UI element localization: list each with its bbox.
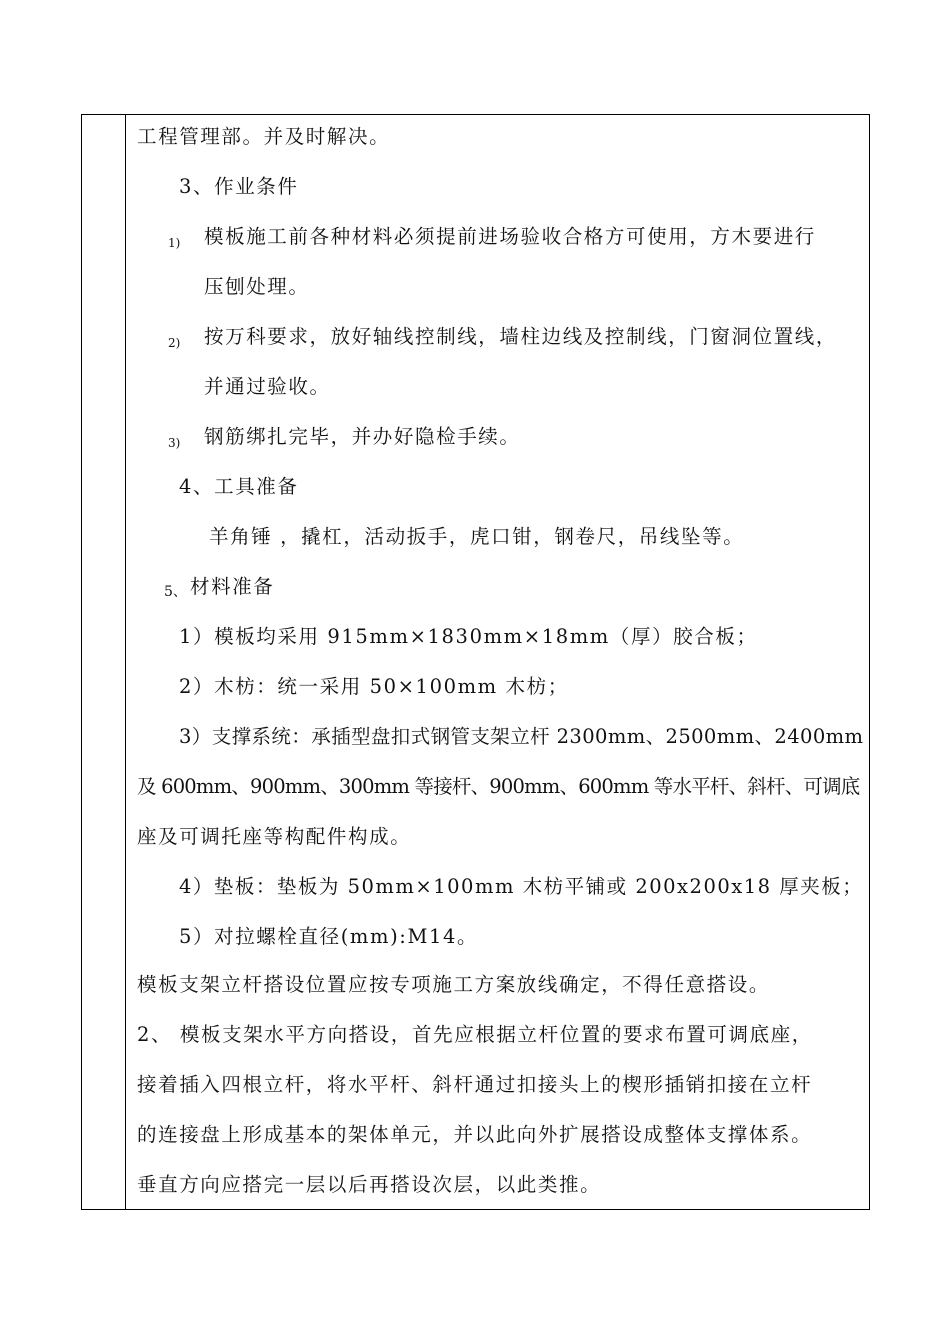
text-line: 及 600mm、900mm、300mm 等接杆、900mm、600mm 等水平杆、斜杆、可调底: [137, 775, 860, 798]
text-line: 5）对拉螺栓直径(mm):M14。: [179, 925, 479, 948]
text-line: 模板支架立杆搭设位置应按专项施工方案放线确定，不得任意搭设。: [137, 973, 771, 996]
content-cell: [127, 115, 869, 1209]
text-line: 并通过验收。: [204, 375, 331, 398]
section-heading-work-conditions: 3、作业条件: [179, 175, 299, 198]
text-line: 羊角锤 ，撬杠，活动扳手，虎口钳，钢卷尺，吊线坠等。: [209, 525, 745, 548]
list-number: 1): [168, 236, 181, 250]
text-line: 2、 模板支架水平方向搭设，首先应根据立杆位置的要求布置可调底座，: [137, 1023, 813, 1046]
document-table: [81, 114, 870, 1210]
text-line: 压刨处理。: [204, 275, 310, 298]
list-number: 5、: [164, 584, 187, 600]
text-line: 4）垫板：垫板为 50mm×100mm 木枋平铺或 200x200x18 厚夹板；: [179, 875, 864, 898]
list-number: 3): [168, 436, 181, 450]
text-line: 3）支撑系统：承插型盘扣式钢管支架立杆 2300mm、2500mm、2400mm: [179, 725, 864, 748]
text-line: 钢筋绑扎完毕，并办好隐检手续。: [204, 425, 521, 448]
text-line: 1）模板均采用 915mm×1830mm×18mm（厚）胶合板；: [179, 625, 758, 648]
text-line: 垂直方向应搭完一层以后再搭设次层，以此类推。: [137, 1173, 602, 1196]
text-line: 2）木枋：统一采用 50×100mm 木枋；: [179, 675, 569, 698]
section-heading-tool-preparation: 4、工具准备: [179, 475, 299, 498]
text-line: 接着插入四根立杆，将水平杆、斜杆通过扣接头上的楔形插销扣接在立杆: [137, 1073, 813, 1096]
section-heading-material-preparation: 材料准备: [190, 575, 275, 598]
text-line: 工程管理部。并及时解决。: [137, 125, 391, 148]
label-column: [82, 115, 126, 1209]
text-line: 按万科要求，放好轴线控制线，墙柱边线及控制线，门窗洞位置线，: [204, 325, 838, 348]
text-line: 的连接盘上形成基本的架体单元，并以此向外扩展搭设成整体支撑体系。: [137, 1123, 813, 1146]
list-number: 2): [168, 336, 181, 350]
text-line: 座及可调托座等构配件构成。: [137, 825, 412, 848]
text-line: 模板施工前各种材料必须提前进场验收合格方可使用，方木要进行: [204, 225, 816, 248]
